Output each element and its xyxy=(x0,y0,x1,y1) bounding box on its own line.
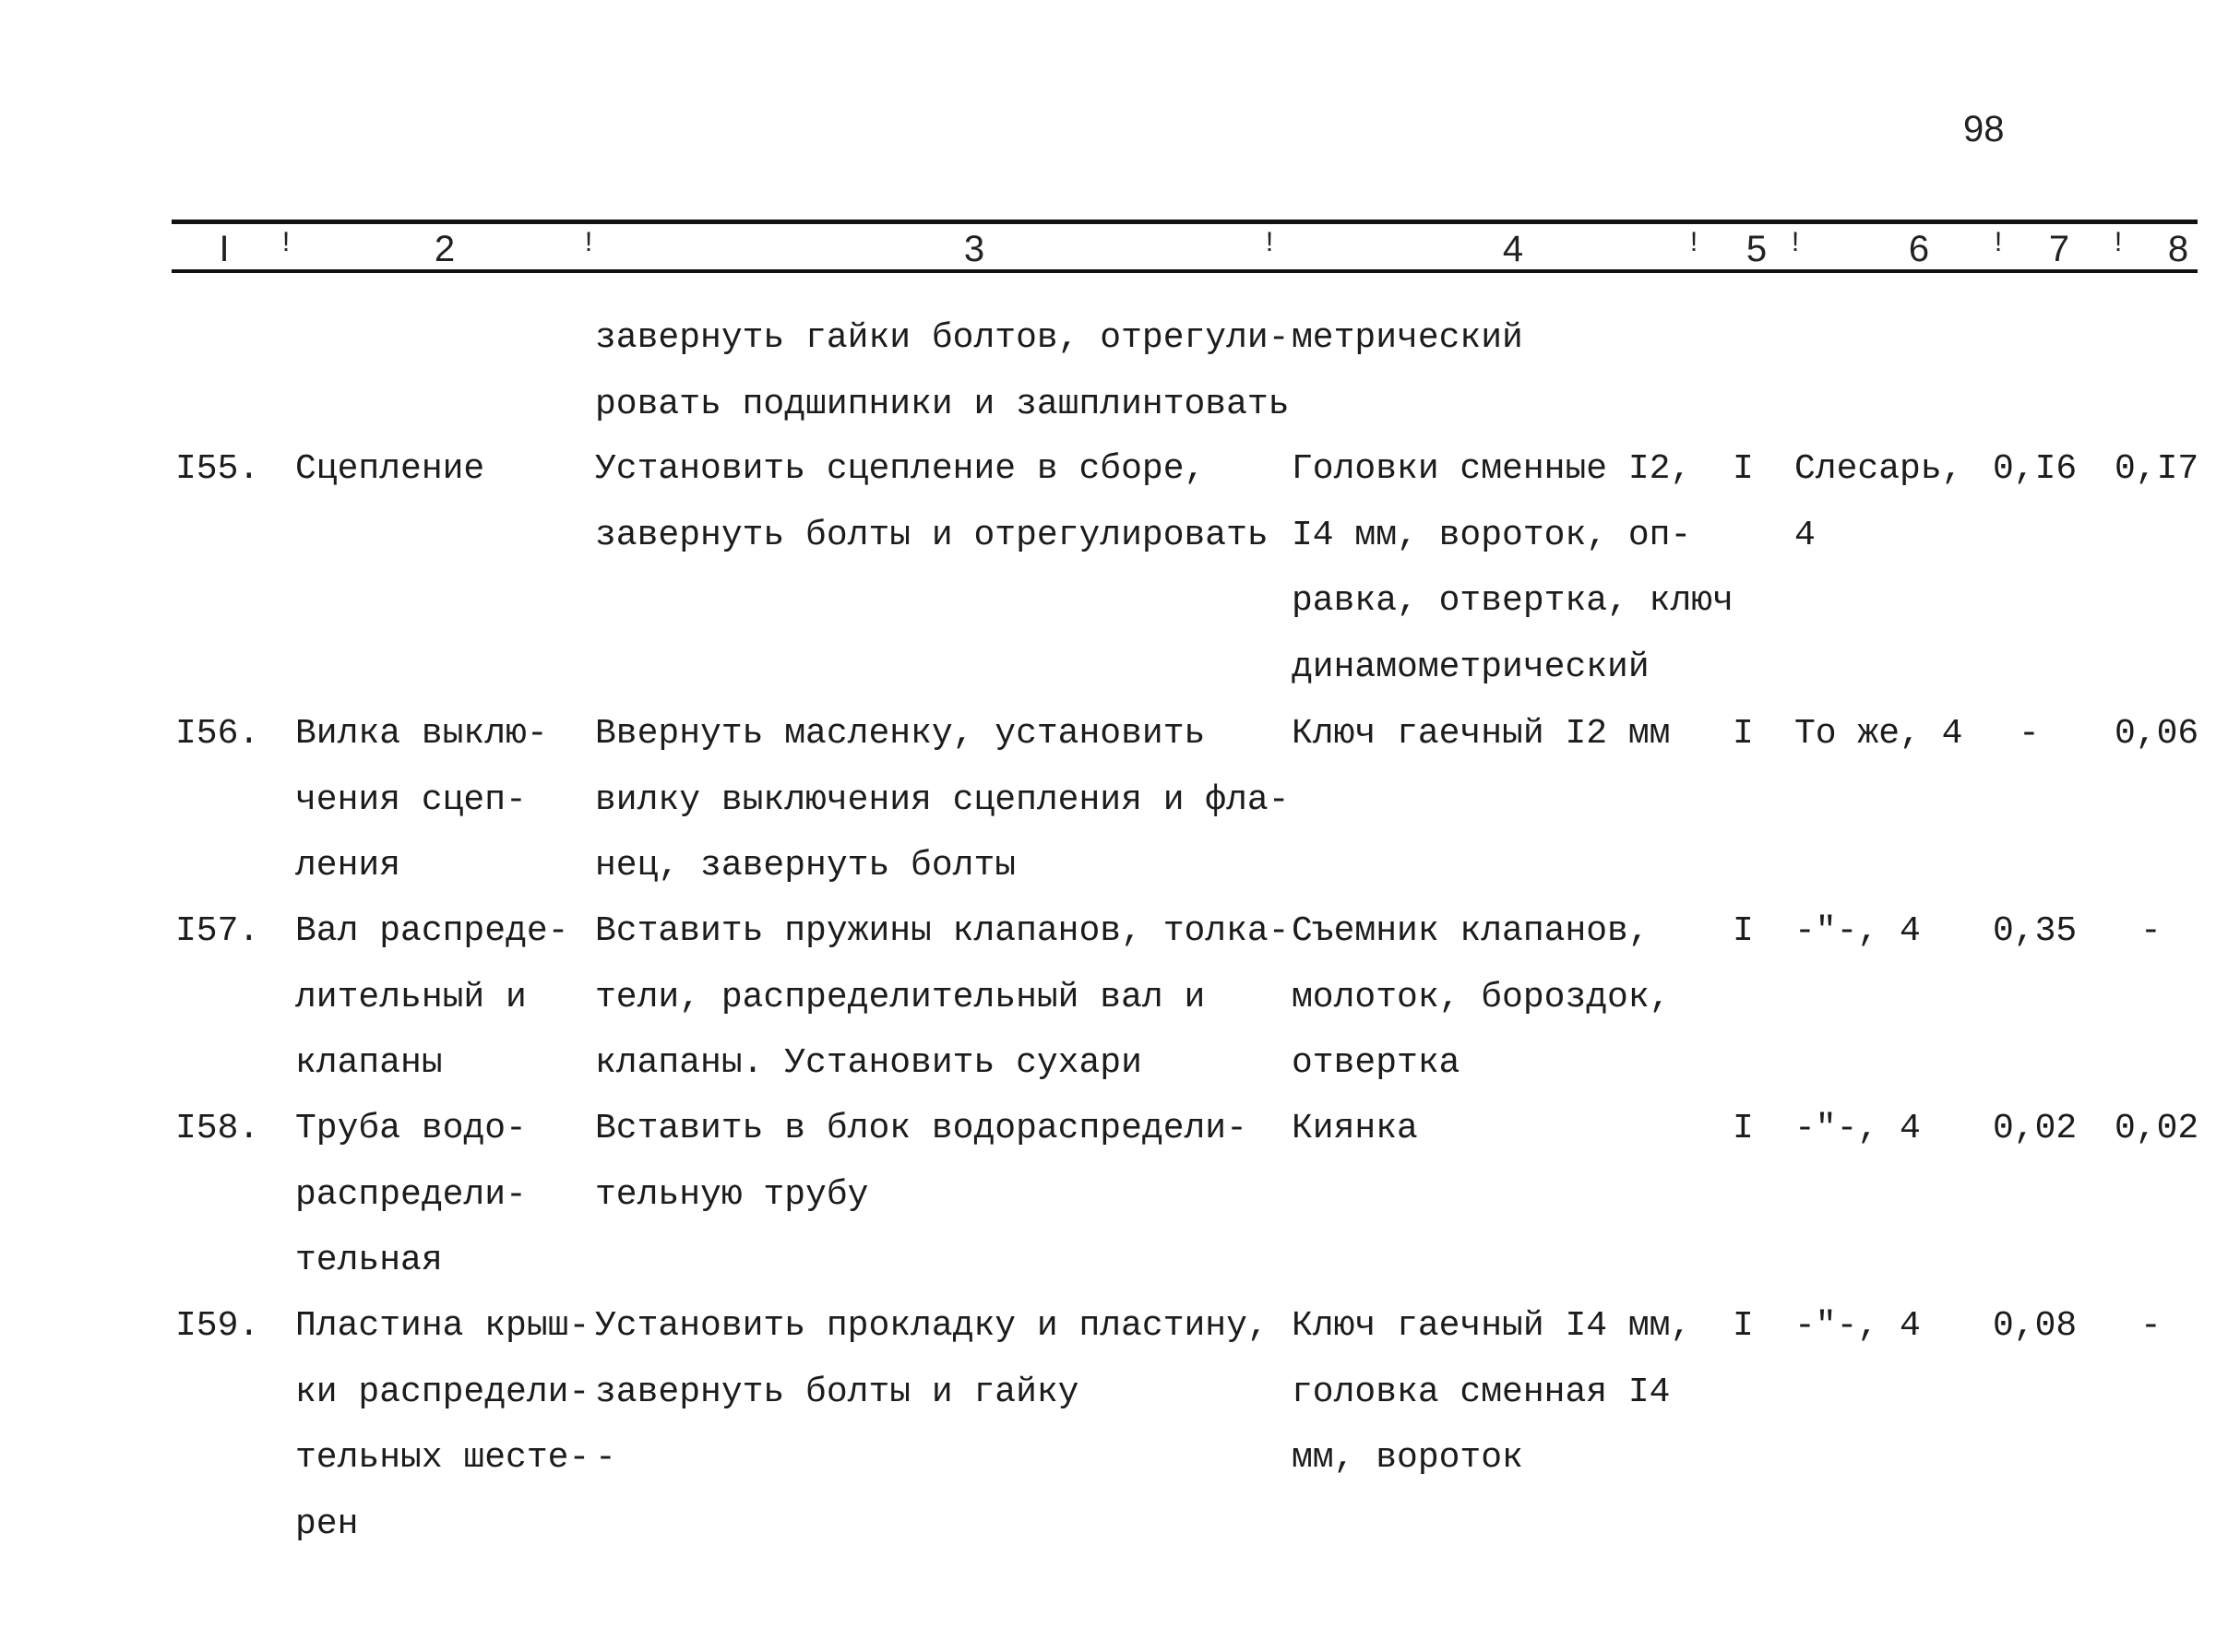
operation-cell: Вставить в блок водораспредели- тельную трубу xyxy=(595,1109,1247,1215)
time-cell-7: 0,08 xyxy=(1993,1306,2078,1346)
operation-cell: Установить прокладку и пластину, завернуть болты и гайку - xyxy=(595,1306,1269,1478)
part-cell: Пластина крыш- ки распредели- тельных шесте- рен xyxy=(295,1306,590,1544)
worker-cell: -"-, 4 xyxy=(1794,1109,1921,1148)
part-cell: Вилка выклю- чения сцеп- ления xyxy=(295,714,548,885)
column-separator: ! xyxy=(1791,227,1800,257)
part-cell: Вал распреде- лительный и клапаны xyxy=(295,911,569,1083)
operation-cell: Ввернуть масленку, установить вилку выключения сцепления и фла- нец, завернуть болты xyxy=(595,714,1290,885)
time-cell-8: - xyxy=(2140,911,2162,951)
row-number: I57. xyxy=(175,911,260,951)
operation-cell: завернуть гайки болтов, отрегули- ровать подшипники и зашплинтовать xyxy=(595,318,1290,424)
column-header-1: I xyxy=(219,229,230,269)
worker-cell: -"-, 4 xyxy=(1794,911,1921,951)
header-rule-bottom xyxy=(172,269,2198,273)
row-number: I59. xyxy=(175,1306,260,1346)
column-separator: ! xyxy=(1265,227,1274,257)
time-cell-8: - xyxy=(2140,1306,2162,1346)
part-cell: Труба водо- распредели- тельная xyxy=(295,1109,527,1280)
tool-cell: Съемник клапанов, молоток, бороздок, отвертка xyxy=(1292,911,1671,1083)
column-header-5: 5 xyxy=(1745,229,1768,269)
quantity-cell: I xyxy=(1733,1306,1754,1346)
column-separator: ! xyxy=(584,227,593,257)
column-separator: ! xyxy=(1689,227,1698,257)
tool-cell: Головки сменные I2, I4 мм, вороток, оп- равка, отвертка, ключ динамометрический xyxy=(1292,449,1734,687)
row-number: I55. xyxy=(175,449,260,489)
column-header-2: 2 xyxy=(434,229,456,269)
worker-cell: -"-, 4 xyxy=(1794,1306,1921,1346)
time-cell-7: 0,35 xyxy=(1993,911,2078,951)
row-number: I58. xyxy=(175,1109,260,1148)
tool-cell: Ключ гаечный I2 мм xyxy=(1292,714,1671,754)
time-cell-7: 0,02 xyxy=(1993,1109,2078,1148)
tool-cell: Ключ гаечный I4 мм, головка сменная I4 мм, вороток xyxy=(1292,1306,1692,1478)
row-number: I56. xyxy=(175,714,260,754)
column-separator: ! xyxy=(1994,227,2003,257)
worker-cell: То же, 4 xyxy=(1794,714,1963,754)
quantity-cell: I xyxy=(1733,911,1754,951)
time-cell-8: 0,I7 xyxy=(2115,449,2199,489)
header-rule-top xyxy=(172,220,2198,224)
column-header-8: 8 xyxy=(2167,229,2189,269)
quantity-cell: I xyxy=(1733,1109,1754,1148)
column-separator: ! xyxy=(281,227,291,257)
column-header-3: 3 xyxy=(963,229,985,269)
tool-cell: метрический xyxy=(1292,318,1523,358)
time-cell-7: - xyxy=(2019,714,2040,754)
part-cell: Сцепление xyxy=(295,449,485,489)
time-cell-8: 0,06 xyxy=(2115,714,2199,754)
tool-cell: Киянка xyxy=(1292,1109,1418,1148)
time-cell-8: 0,02 xyxy=(2115,1109,2199,1148)
column-header-4: 4 xyxy=(1502,229,1524,269)
operation-cell: Вставить пружины клапанов, толка- тели, распределительный вал и клапаны. Установить сухари xyxy=(595,911,1290,1083)
quantity-cell: I xyxy=(1733,449,1754,489)
time-cell-7: 0,I6 xyxy=(1993,449,2078,489)
page-number: 98 xyxy=(1963,109,2005,149)
worker-cell: Слесарь, 4 xyxy=(1794,449,1963,555)
quantity-cell: I xyxy=(1733,714,1754,754)
operation-cell: Установить сцепление в сборе, завернуть болты и отрегулировать xyxy=(595,449,1269,555)
column-header-7: 7 xyxy=(2048,229,2070,269)
column-separator: ! xyxy=(2114,227,2123,257)
column-header-6: 6 xyxy=(1908,229,1930,269)
